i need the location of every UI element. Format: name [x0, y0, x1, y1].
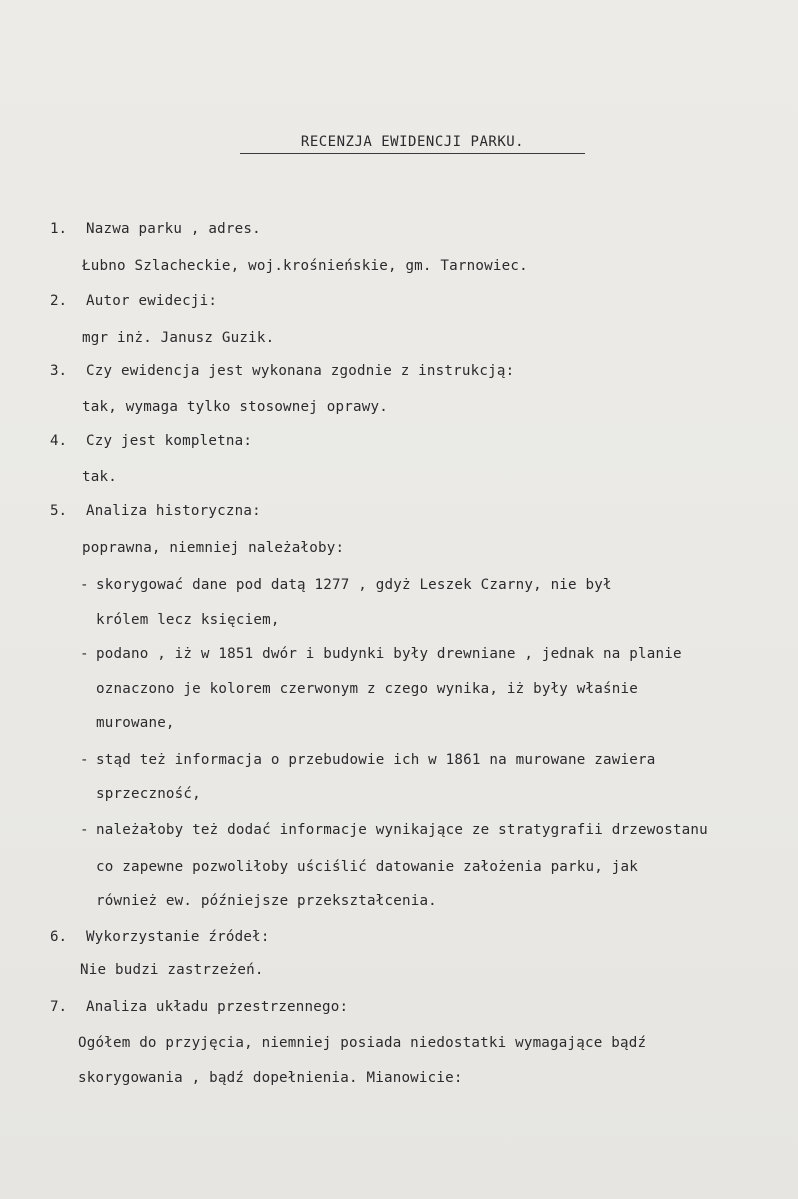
text-line: podano , iż w 1851 dwór i budynki były drewniane , jednak na planie — [96, 646, 682, 662]
text-line: Czy ewidencja jest wykonana zgodnie z instrukcją: — [86, 363, 515, 379]
text-line: Wykorzystanie źródeł: — [86, 929, 270, 945]
item-number: 3. — [50, 363, 68, 379]
item-number: 1. — [50, 221, 68, 237]
text-line: poprawna, niemniej należałoby: — [82, 540, 345, 556]
bullet-dash: - — [80, 646, 89, 662]
item-number: 6. — [50, 929, 68, 945]
text-line: należałoby też dodać informacje wynikające ze stratygrafii drzewostanu — [96, 822, 708, 838]
document-title: RECENZJA EWIDENCJI PARKU. — [240, 134, 585, 154]
bullet-dash: - — [80, 822, 89, 838]
bullet-dash: - — [80, 577, 89, 593]
text-line: Ogółem do przyjęcia, niemniej posiada niedostatki wymagające bądź — [78, 1035, 647, 1051]
text-line: sprzeczność, — [96, 786, 201, 802]
text-line: stąd też informacja o przebudowie ich w 1861 na murowane zawiera — [96, 752, 656, 768]
text-line: Autor ewidecji: — [86, 293, 218, 309]
text-line: Czy jest kompletna: — [86, 433, 253, 449]
text-line: mgr inż. Janusz Guzik. — [82, 330, 275, 346]
text-line: również ew. późniejsze przekształcenia. — [96, 893, 437, 909]
text-line: skorygować dane pod datą 1277 , gdyż Leszek Czarny, nie był — [96, 577, 612, 593]
item-number: 4. — [50, 433, 68, 449]
text-line: co zapewne pozwoliłoby uściślić datowanie założenia parku, jak — [96, 859, 638, 875]
text-line: Nie budzi zastrzeżeń. — [80, 962, 264, 978]
bullet-dash: - — [80, 752, 89, 768]
text-line: Łubno Szlacheckie, woj.krośnieńskie, gm. Tarnowiec. — [82, 258, 528, 274]
text-line: tak, wymaga tylko stosownej oprawy. — [82, 399, 388, 415]
text-line: oznaczono je kolorem czerwonym z czego wynika, iż były właśnie — [96, 681, 638, 697]
item-number: 2. — [50, 293, 68, 309]
text-line: Analiza układu przestrzennego: — [86, 999, 349, 1015]
text-line: Analiza historyczna: — [86, 503, 261, 519]
text-line: skorygowania , bądź dopełnienia. Mianowicie: — [78, 1070, 463, 1086]
text-line: tak. — [82, 469, 117, 485]
item-number: 5. — [50, 503, 68, 519]
text-line: Nazwa parku , adres. — [86, 221, 261, 237]
item-number: 7. — [50, 999, 68, 1015]
text-line: murowane, — [96, 715, 175, 731]
text-line: królem lecz księciem, — [96, 612, 280, 628]
